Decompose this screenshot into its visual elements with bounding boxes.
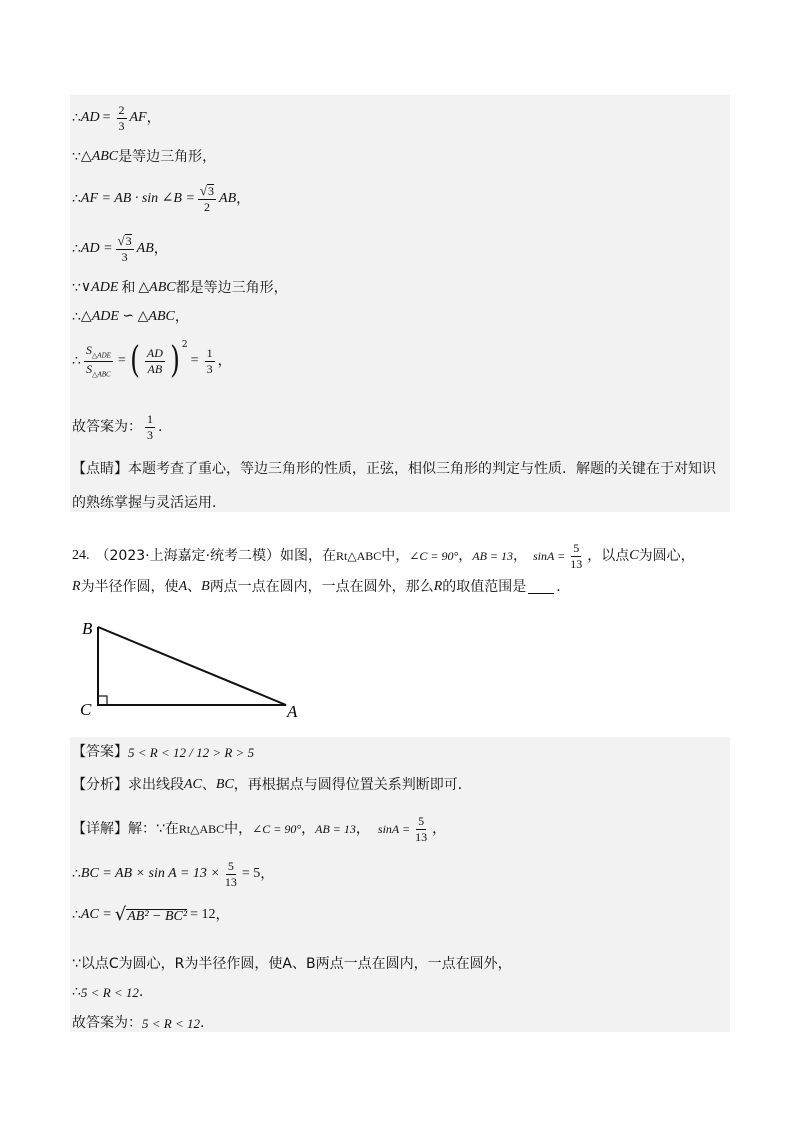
punctuation: ，: [217, 353, 232, 369]
fraction: [117, 104, 127, 132]
text: 如图，在: [280, 548, 337, 565]
fraction-numerator: 5: [573, 541, 580, 555]
because-symbol: ∵: [72, 280, 81, 296]
punctuation: .: [158, 419, 163, 436]
result-line: [72, 985, 143, 999]
punctuation: ，: [355, 821, 370, 838]
math-text: AF: [129, 110, 147, 126]
math-text: AC: [184, 777, 202, 792]
line-equilateral: [72, 150, 216, 164]
math-text: =: [117, 353, 126, 368]
vertex-label-c: C: [80, 700, 92, 719]
fraction-denominator: 2: [203, 199, 210, 214]
math-text: Rt△ABC: [336, 549, 382, 564]
math-text: AC =: [80, 907, 112, 922]
punctuation: ，: [236, 190, 251, 207]
punctuation: ，: [260, 866, 275, 883]
punctuation: ，: [432, 821, 447, 838]
fraction: [84, 344, 113, 378]
punctuation: ，: [153, 240, 168, 257]
punctuation: 、: [201, 777, 216, 793]
sqrt-radicand: AB² − BC²: [127, 909, 188, 924]
text: 的取值范围是: [442, 579, 527, 595]
math-text: =: [102, 110, 111, 126]
math-text: R: [72, 579, 81, 594]
fraction: [568, 542, 584, 570]
math-text: ∨ADE: [80, 280, 119, 295]
right-paren: ): [169, 340, 180, 381]
fraction-denominator: 3: [206, 361, 213, 376]
text: 和: [121, 280, 136, 296]
bc-line: [72, 860, 274, 888]
math-text: Rt△ABC: [178, 822, 225, 837]
fraction-numerator: AD: [146, 345, 163, 360]
punctuation: .: [138, 984, 144, 1000]
math-text: S: [86, 361, 93, 376]
line-ad: [72, 234, 168, 263]
punctuation: ，: [458, 548, 473, 565]
exponent: 2: [181, 340, 188, 350]
text: 为半径作圆，使: [80, 579, 179, 595]
math-text: sinA =: [377, 822, 411, 837]
therefore-symbol: ∴: [72, 353, 81, 369]
text: 都是等边三角形，: [175, 280, 288, 296]
math-text: AB: [136, 240, 154, 256]
math-text: AD: [80, 110, 100, 126]
punctuation: ，: [146, 110, 161, 127]
answer-label: 【答案】: [72, 744, 128, 760]
sqrt: √ AB² − BC²: [114, 904, 188, 925]
therefore-symbol: ∴: [72, 190, 81, 207]
punctuation: ，: [301, 821, 316, 838]
fraction: [145, 413, 155, 441]
math-text: C: [629, 548, 639, 564]
fraction-numerator: [116, 234, 134, 250]
subscript: △ADE: [91, 351, 111, 360]
math-text: AB = 13: [315, 822, 356, 837]
math-text: BC = AB × sin A = 13 ×: [80, 866, 220, 882]
math-text: AD =: [80, 240, 113, 256]
math-text: 5 < R < 12: [142, 1015, 200, 1031]
right-angle-marker: [98, 696, 107, 705]
math-text: AB = 13: [472, 549, 514, 564]
answer-blank: [528, 581, 554, 594]
answer-value: 5 < R < 12 / 12 > R > 5: [128, 744, 255, 760]
fraction-denominator: 13: [224, 874, 237, 889]
fraction-denominator: 3: [121, 249, 128, 264]
therefore-symbol: ∴: [72, 907, 81, 923]
line-both-equilateral: [72, 281, 288, 295]
analysis-label: 【分析】: [72, 777, 128, 793]
line-area-ratio: [72, 340, 232, 381]
analysis-line: [72, 778, 472, 792]
text: 解：∵在: [128, 821, 179, 838]
vertex-label-b: B: [82, 619, 93, 638]
line-af: [72, 184, 250, 213]
line-answer-prev: [72, 413, 162, 441]
math-text: = 12: [190, 907, 216, 922]
sqrt: √ 3: [117, 233, 132, 249]
fraction: [223, 860, 239, 888]
math-text: ∠C = 90°: [252, 822, 302, 837]
text: 故答案为：: [72, 1015, 142, 1031]
text: 故答案为：: [72, 419, 142, 436]
text: 是等边三角形，: [118, 149, 217, 165]
sqrt-radicand: 3: [125, 234, 132, 249]
math-text: A: [178, 579, 188, 594]
math-text: △ABC: [80, 149, 119, 164]
fraction: [198, 184, 216, 213]
punctuation: ，: [174, 309, 189, 325]
fraction: [116, 234, 134, 263]
fraction-numerator: 1: [206, 345, 213, 360]
fraction-denominator: 3: [147, 427, 153, 442]
question-24-line-2: [72, 580, 570, 594]
comment-line-1: 【点睛】本题考查了重心，等边三角形的性质，正弦，相似三角形的判定与性质．解题的关键在于对知识: [72, 461, 716, 477]
ac-line: [72, 906, 230, 924]
fraction-numerator: 1: [147, 412, 153, 426]
fraction-numerator: 5: [227, 859, 234, 873]
math-text: sinA =: [533, 549, 566, 564]
comment-line-2: 的熟练掌握与灵活运用．: [72, 495, 226, 511]
math-text: BC: [215, 777, 234, 792]
because-line: ∵以点C为圆心，R为半径作圆，使A、B两点一点在圆内，一点在圆外，: [72, 956, 512, 972]
sqrt-radicand: 3: [208, 184, 215, 199]
math-text: ∠C = 90°: [409, 549, 459, 564]
math-text: S: [85, 342, 92, 357]
text: 求出线段: [128, 777, 184, 793]
fraction-numerator: [84, 344, 113, 362]
fraction: [413, 815, 429, 843]
sqrt: √ 3: [199, 183, 215, 199]
punctuation: ．: [556, 579, 571, 595]
vertex-label-a: A: [287, 702, 298, 721]
math-text: AB: [219, 190, 237, 206]
punctuation: .: [200, 1015, 205, 1031]
fraction-numerator: 5: [418, 814, 425, 828]
math-text: △ADE ∽ △ABC: [80, 309, 175, 324]
punctuation: 、: [187, 579, 202, 595]
math-text: △ABC: [138, 280, 176, 295]
text: 为圆心，: [638, 548, 695, 565]
detail-line: [72, 815, 446, 843]
final-answer-line: [72, 1016, 204, 1030]
fraction-numerator: [198, 184, 216, 200]
therefore-symbol: ∴: [72, 110, 81, 127]
question-number: 24.: [72, 548, 90, 564]
line-ad-ratio: [72, 104, 161, 132]
fraction: [145, 347, 165, 375]
text: ，以点: [587, 548, 630, 565]
punctuation: ，: [215, 907, 230, 923]
therefore-symbol: ∴: [72, 866, 81, 883]
fraction-denominator: 13: [570, 556, 583, 571]
because-symbol: ∵: [72, 149, 81, 165]
math-text: =: [190, 353, 199, 368]
text: 中，: [224, 821, 253, 838]
text: 两点一点在圆内，一点在圆外，那么: [209, 579, 434, 595]
fraction-numerator: 2: [118, 103, 125, 117]
question-24-line-1: [72, 542, 695, 570]
fraction-denominator: [84, 362, 113, 379]
fraction-denominator: AB: [147, 361, 163, 376]
therefore-symbol: ∴: [72, 240, 81, 257]
punctuation: ，: [513, 548, 528, 565]
left-paren: (: [129, 340, 140, 381]
fraction: [205, 347, 215, 375]
line-similar: [72, 310, 189, 324]
fraction-denominator: 13: [415, 829, 428, 844]
math-text: B: [201, 579, 210, 594]
math-text: R: [433, 579, 443, 594]
subscript: △ABC: [92, 369, 111, 378]
fraction-denominator: 3: [118, 118, 125, 133]
text: 中，: [381, 548, 410, 565]
math-text: AF = AB · sin ∠B =: [80, 190, 195, 206]
math-text: = 5: [241, 866, 261, 882]
detail-label: 【详解】: [72, 821, 128, 838]
triangle-outline: [98, 627, 286, 705]
right-triangle-figure: [78, 615, 308, 723]
question-source: （2023·上海嘉定·统考二模）: [95, 548, 281, 565]
therefore-symbol: ∴: [72, 984, 81, 1000]
text: ，再根据点与圆得位置关系判断即可．: [233, 777, 472, 793]
therefore-symbol: ∴: [72, 309, 81, 325]
answer-line: [72, 745, 254, 759]
math-text: 5 < R < 12: [80, 984, 139, 1000]
